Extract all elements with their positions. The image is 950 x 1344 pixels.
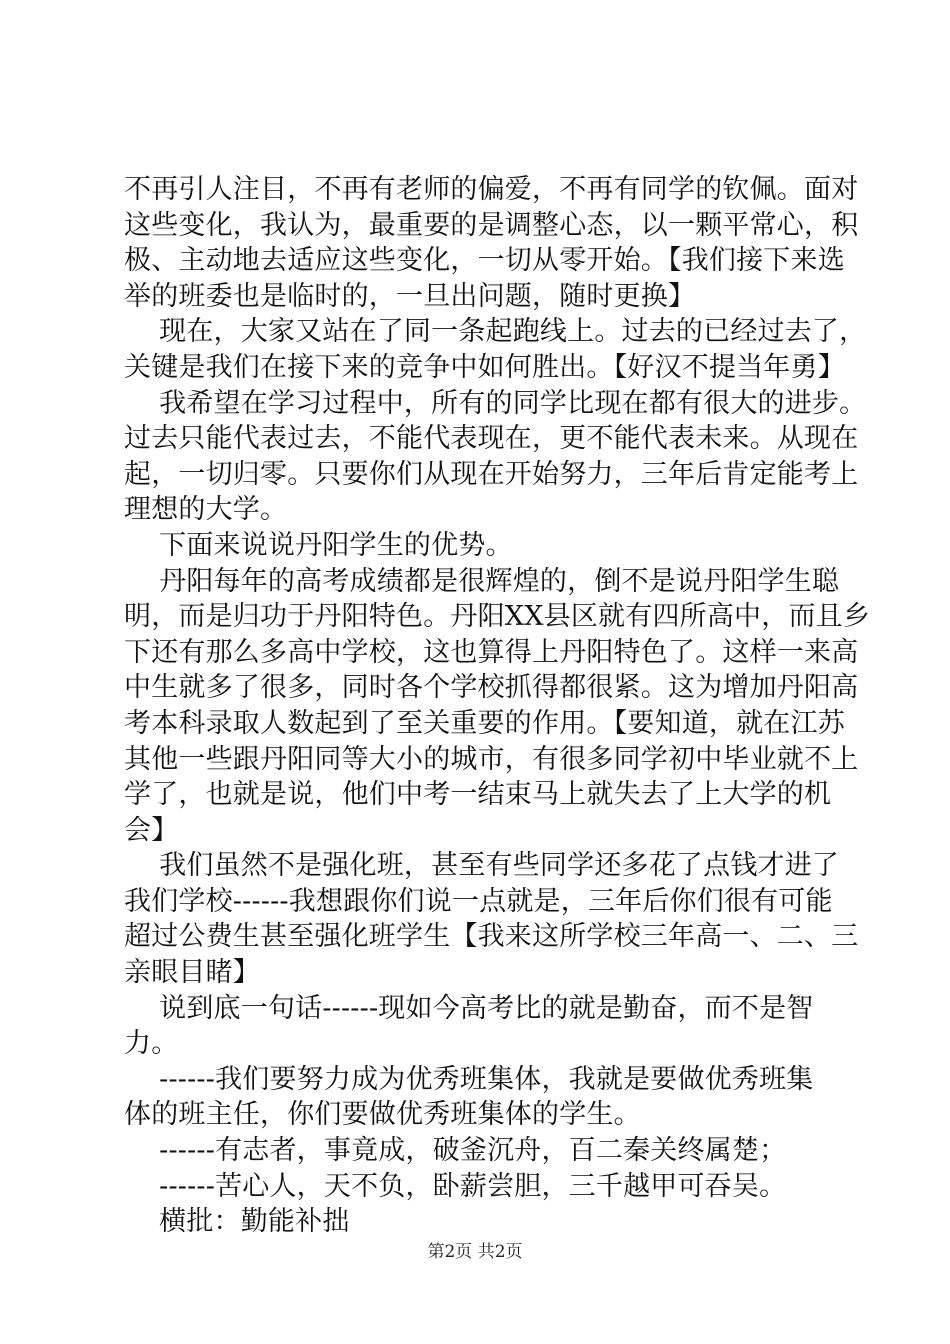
text-line: 亲眼目睹】 (124, 957, 260, 989)
text-line: 起，一切归零。只要你们从现在开始努力，三年后肯定能考上 (124, 458, 859, 490)
text-line: ------有志者，事竟成，破釜沉舟，百二秦关终属楚； (124, 1135, 787, 1167)
text-line: 横批：勤能补拙 (124, 1206, 350, 1238)
document-body (124, 172, 871, 1240)
text-line: ------苦心人，天不负，卧薪尝胆，三千越甲可吞吴。 (124, 1170, 787, 1202)
text-line: 关键是我们在接下来的竞争中如何胜出。【好汉不提当年勇】 (124, 351, 845, 383)
text-line: 会】 (124, 814, 179, 846)
text-line: 力。 (124, 1028, 179, 1060)
text-line: 理想的大学。 (124, 494, 288, 526)
text-line: 考本科录取人数起到了至关重要的作用。【要知道，就在江苏 (124, 707, 845, 739)
text-line: 现在，大家又站在了同一条起跑线上。过去的已经过去了， (124, 316, 867, 348)
text-line: 我们虽然不是强化班，甚至有些同学还多花了点钱才进了 (124, 850, 840, 882)
text-line: 超过公费生甚至强化班学生【我来这所学校三年高一、二、三 (124, 921, 859, 953)
text-line: 明，而是归功于丹阳特色。丹阳XX县区就有四所高中，而且乡 (124, 601, 871, 633)
text-line: 不再引人注目，不再有老师的偏爱，不再有同学的钦佩。面对 (124, 174, 859, 205)
text-line: 其他一些跟丹阳同等大小的城市，有很多同学初中毕业就不上 (124, 743, 859, 775)
page-footer (0, 1240, 950, 1264)
text-line: 举的班委也是临时的，一旦出问题，随时更换】 (124, 280, 696, 312)
text-line: 下面来说说丹阳学生的优势。 (124, 529, 513, 561)
text-line: 说到底一句话------现如今高考比的就是勤奋，而不是智 (124, 992, 814, 1024)
text-line: 这些变化，我认为，最重要的是调整心态，以一颗平常心，积 (124, 209, 859, 241)
text-line: 极、主动地去适应这些变化，一切从零开始。【我们接下来选 (124, 245, 845, 277)
text-line: 过去只能代表过去，不能代表现在，更不能代表未来。从现在 (124, 423, 859, 455)
text-line: 中生就多了很多，同时各个学校抓得都很紧。这为增加丹阳高 (124, 672, 859, 704)
text-line: 体的班主任，你们要做优秀班集体的学生。 (124, 1099, 641, 1131)
text-line: 我们学校------我想跟你们说一点就是，三年后你们很有可能 (124, 885, 833, 917)
text-line: ------我们要努力成为优秀班集体，我就是要做优秀班集 (124, 1063, 814, 1095)
text-line: 丹阳每年的高考成绩都是很辉煌的，倒不是说丹阳学生聪 (124, 565, 840, 597)
text-line: 学了，也就是说，他们中考一结束马上就失去了上大学的机 (124, 779, 832, 811)
page-number: 第2页 共2页 (427, 1242, 523, 1262)
text-line: 我希望在学习过程中，所有的同学比现在都有很大的进步。 (124, 387, 867, 419)
text-line: 下还有那么多高中学校，这也算得上丹阳特色了。这样一来高 (124, 636, 859, 668)
